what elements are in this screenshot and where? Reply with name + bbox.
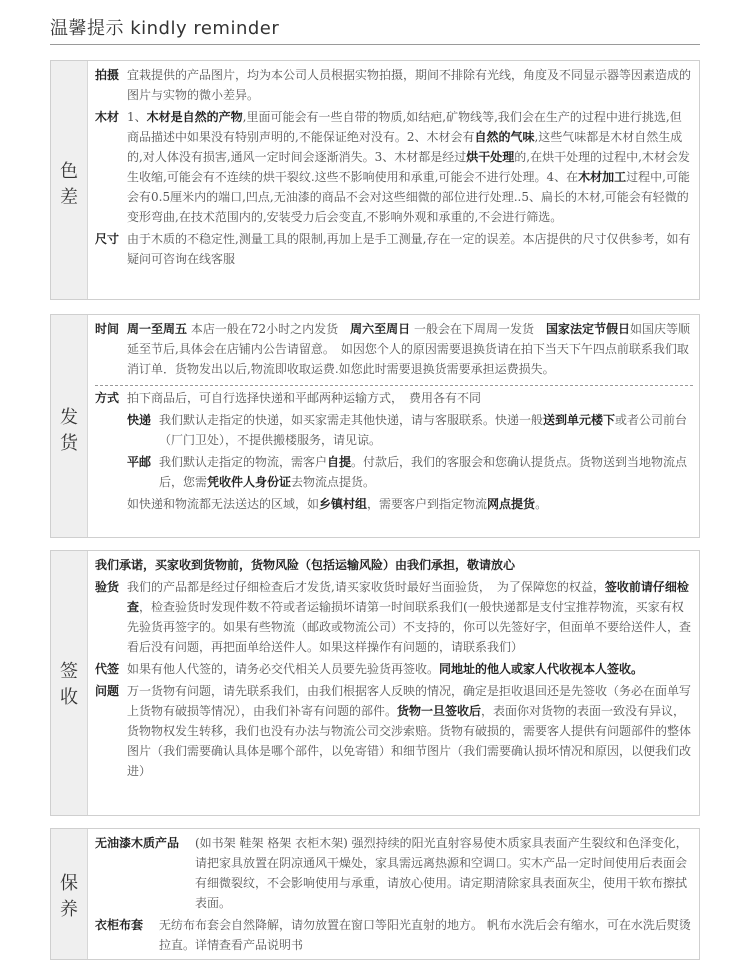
item-label: 衣柜布套 [95,918,144,932]
item-label: 无油漆木质产品 [95,836,180,850]
item-proxy [95,659,693,679]
section-side-label: 签 收 [51,551,88,815]
item-time [95,319,693,379]
item-text: 如果有他人代签的，请务必交代相关人员要先验货再签收。同地址的他人或家人代收视本人签收。 [127,662,644,676]
section-content [95,833,693,955]
item-express [127,410,693,450]
item-text: 如快递和物流都无法送达的区域，如乡镇村组，需要客户到指定物流网点提货。 [127,497,548,511]
item-cover [95,915,693,955]
item-text: 我们的产品都是经过仔细检查后才发货,请买家收货时最好当面验货， 为了保障您的权益，签收前请仔细检查，检查验货时发现件数不符或者运输损坏请第一时间联系我们(一般快递都是支付宝推荐物流，买家有权先验货再签字的。如果有些物流（邮政或物流公司）不支持的，你可以先签好字，但面单不要给送件人，查看后没有问题，再把面单给送件人。如果这样操作有问题的，请联系我们） [127,580,692,654]
item-label: 快递 [127,413,152,427]
item-text: 宜栽提供的产品图片，均为本公司人员根据实物拍摄，期间不排除有光线，角度及不同显示器等因素造成的图片与实物的微小差异。 [127,68,692,102]
section-shipping [50,314,700,538]
item-post [127,452,693,492]
item-shoot [95,65,693,105]
item-text: 万一货物有问题，请先联系我们，由我们根据客人反映的情况，确定是拒收退回还是先签收（务必在面单写上货物有破损等情况），由我们补寄有问题的部件。货物一旦签收后，表面你对货物的表面一致没有异议，货物物权发生转移，我们也没有办法与物流公司交涉索赔。货物有破损的，需要客人提供有问题部件的整体图片（我们需要确认具体是哪个部件，以免寄错）和细节图片（我们需要确认损坏情况和原因，以便我们改进） [127,684,692,778]
divider [95,385,693,386]
item-note [127,494,693,514]
item-text: (如书架 鞋架 格架 衣柜木架) 强烈持续的阳光直射容易使木质家具表面产生裂纹和色泽变化，请把家具放置在阴凉通风干燥处，家具需远离热源和空调口。实木产品一定时间使用后表面会有细微裂纹，不会影响使用与承重，请放心使用。请定期清除家具表面灰尘，使用干软布擦拭表面。 [195,836,688,910]
item-text: 我们默认走指定的物流，需客户自提。付款后，我们的客服会和您确认提货点。货物送到当地物流点后，您需凭收件人身份证去物流点提货。 [159,455,688,489]
section-color-difference [50,60,700,300]
item-label: 方式 [95,391,120,405]
item-label: 平邮 [127,455,152,469]
item-inspect [95,577,693,657]
item-text: 周一至周五 本店一般在72小时之内发货 周六至周日 一般会在下周周一发货 国家法定节假日如国庆等顺延至节后,具体会在店铺内公告请留意。 如因您个人的原因需要退换货请在拍下当天下午四点前联系我们取消订单．货物发出以后,物流即收取运费.如您此时需要退换货需要承担运费损失。 [127,322,690,376]
item-label: 木材 [95,110,120,124]
item-text: 无纺布布套会自然降解，请勿放置在窗口等阳光直射的地方。 帆布水洗后会有缩水，可在水洗后熨烫拉直。详情查看产品说明书 [159,918,691,952]
item-label: 尺寸 [95,232,120,246]
item-label: 拍摄 [95,68,120,82]
section-receipt [50,550,700,816]
item-label: 时间 [95,322,120,336]
section-content [95,319,693,514]
item-wood [95,107,693,227]
page-header [50,0,700,45]
page-title: 温馨提示 kindly reminder [50,18,280,39]
section-maintenance [50,828,700,960]
section-content [95,65,693,269]
promise-text: 我们承诺，买家收到货物前，货物风险（包括运输风险）由我们承担，敬请放心 [95,558,516,572]
item-text: 由于木质的不稳定性,测量工具的限制,再加上是手工测量,存在一定的误差。本店提供的尺寸仅供参考，如有疑问可咨询在线客服 [127,232,691,266]
item-text: 拍下商品后，可自行选择快递和平邮两种运输方式， 费用各有不同 [127,391,482,405]
item-unpainted [95,833,693,913]
section-side-label: 色 差 [51,61,88,299]
section-side-label: 保 养 [51,829,88,959]
section-content [95,555,693,781]
item-label: 验货 [95,580,120,594]
item-label: 问题 [95,684,120,698]
item-text: 1、木材是自然的产物,里面可能会有一些自带的物质,如结疤,矿物线等,我们会在生产的过程中进行挑选,但商品描述中如果没有特别声明的,不能保证绝对没有。2、木材会有自然的气味,这些气味都是木材自然生成的,对人体没有损害,通风一定时间会逐渐消失。3、木材都是经过烘干处理的,在烘干处理的过程中,木材会发生收缩,可能会有不连续的烘干裂纹.这些不影响使用和承重,可能会不进行处理。4、在木材加工过程中,可能会有0.5厘米内的端口,凹点,无油漆的商品不会对这些细微的部位进行处理..5、扁长的木材,可能会有轻微的变形弯曲,在技术范围内的,安装受力后会变直,不影响外观和承重的,不会进行筛选。 [127,110,690,224]
item-size [95,229,693,269]
item-label: 代签 [95,662,120,676]
item-issue [95,681,693,781]
section-side-label: 发 货 [51,315,88,537]
item-text: 我们默认走指定的快递，如买家需走其他快递，请与客服联系。快递一般送到单元楼下或者公司前台（厂门卫处），不提供搬楼服务，请见谅。 [159,413,688,447]
item-method [95,388,693,408]
